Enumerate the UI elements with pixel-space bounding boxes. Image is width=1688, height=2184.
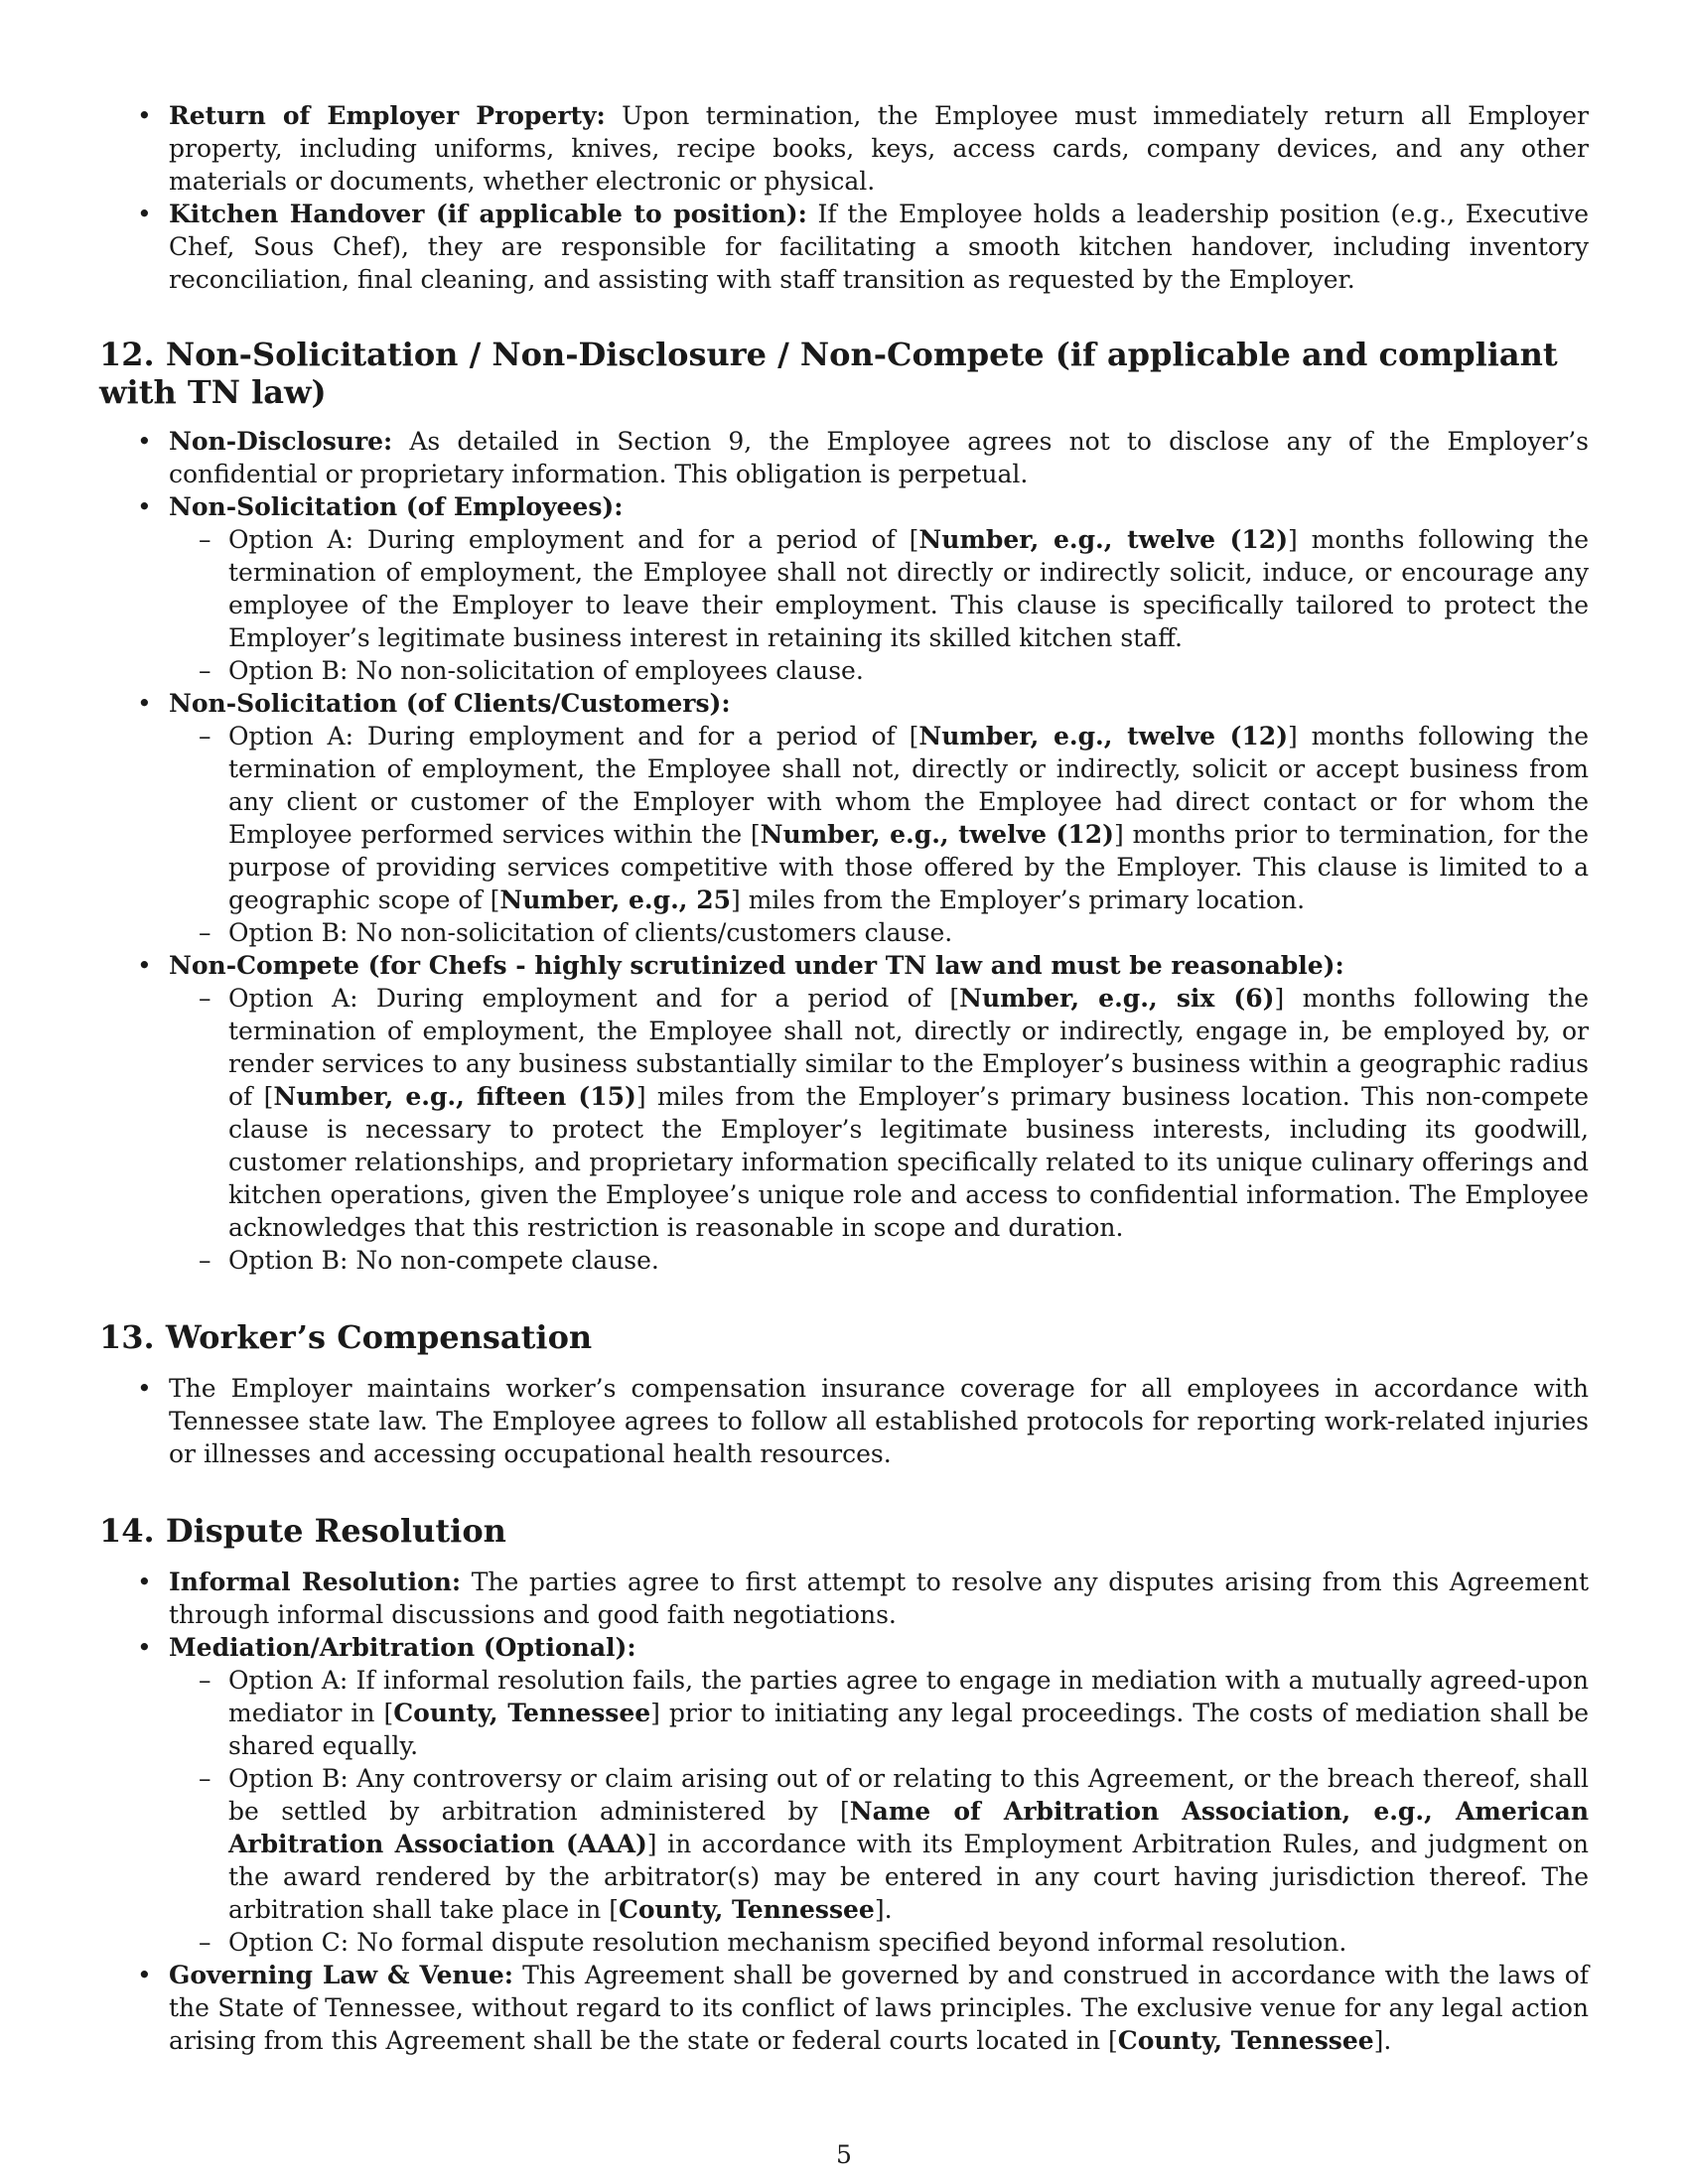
item-label: Mediation/Arbitration (Optional):	[169, 1633, 636, 1662]
item-label: Return of Employer Property:	[169, 101, 606, 130]
list-item: • Kitchen Handover (if applicable to position): If the Employee holds a leadership position (e.g., Executive Chef, Sous Chef), they are responsible for facilitating a smooth kitchen handover, including inventory reconciliation, final cleaning, and assisting with staff transition as requested by the Employer.	[99, 198, 1589, 296]
page-number: 5	[836, 2140, 852, 2169]
document-page	[99, 99, 1589, 2057]
options-list	[169, 523, 1589, 687]
section-13-heading: 13. Worker’s Compensation	[99, 1318, 593, 1356]
list-item	[99, 687, 1589, 949]
list-item: • The Employer maintains worker’s compensation insurance coverage for all employees in accordance with Tennessee state law. The Employee agrees to follow all established protocols for reporting work-related injuries or illnesses and accessing occupational health resources.	[99, 1372, 1589, 1470]
option-item: – Option B: No non-solicitation of employees clause.	[169, 654, 1589, 687]
list-item	[99, 949, 1589, 1277]
section-12-heading: 12. Non-Solicitation / Non-Disclosure / Non-Compete (if applicable and compliant with TN law)	[99, 336, 1558, 411]
options-list	[169, 720, 1589, 949]
item-label: Informal Resolution:	[169, 1568, 462, 1596]
option-item: – Option B: Any controversy or claim arising out of or relating to this Agreement, or the breach thereof, shall be settled by arbitration administered by [Name of Arbitration Association, e.g., American Arbitration Association (AAA)] in accordance with its Employment Arbitration Rules, and judgment on the award rendered by the arbitrator(s) may be entered in any court having jurisdiction thereof. The arbitration shall take place in [County, Tennessee].	[169, 1762, 1589, 1926]
section-14-list	[99, 1566, 1589, 2057]
list-item	[99, 490, 1589, 687]
item-label: Non-Solicitation (of Employees):	[169, 492, 624, 521]
list-item: • Return of Employer Property: Upon termination, the Employee must immediately return all Employer property, including uniforms, knives, recipe books, keys, access cards, company devices, and any other materials or documents, whether electronic or physical.	[99, 99, 1589, 198]
options-list	[169, 982, 1589, 1277]
options-list	[169, 1664, 1589, 1959]
option-item: – Option A: During employment and for a period of [Number, e.g., twelve (12)] months following the termination of employment, the Employee shall not directly or indirectly solicit, induce, or encourage any employee of the Employer to leave their employment. This clause is specifically tailored to protect the Employer’s legitimate business interest in retaining its skilled kitchen staff.	[169, 523, 1589, 654]
item-label: Governing Law & Venue:	[169, 1961, 514, 1989]
item-label: Non-Disclosure:	[169, 427, 393, 456]
option-item: – Option A: If informal resolution fails, the parties agree to engage in mediation with a mutually agreed-upon mediator in [County, Tennessee] prior to initiating any legal proceedings. The costs of mediation shall be shared equally.	[169, 1664, 1589, 1762]
section-12-list	[99, 425, 1589, 1277]
option-item: – Option B: No non-compete clause.	[169, 1244, 1589, 1277]
list-item: • Governing Law & Venue: This Agreement shall be governed by and construed in accordance with the laws of the State of Tennessee, without regard to its conflict of laws principles. The exclusive venue for any legal action arising from this Agreement shall be the state or federal courts located in [County, Tennessee].	[99, 1959, 1589, 2057]
option-item: – Option A: During employment and for a period of [Number, e.g., six (6)] months following the termination of employment, the Employee shall not, directly or indirectly, engage in, be employed by, or render services to any business substantially similar to the Employer’s business within a geographic radius of [Number, e.g., fifteen (15)] miles from the Employer’s primary business location. This non-compete clause is necessary to protect the Employer’s legitimate business interests, including its goodwill, customer relationships, and proprietary information specifically related to its unique culinary offerings and kitchen operations, given the Employee’s unique role and access to confidential information. The Employee acknowledges that this restriction is reasonable in scope and duration.	[169, 982, 1589, 1244]
termination-list	[99, 99, 1589, 296]
option-item: – Option B: No non-solicitation of clients/customers clause.	[169, 916, 1589, 949]
item-label: Non-Compete (for Chefs - highly scrutinized under TN law and must be reasonable):	[169, 951, 1344, 980]
section-13-list	[99, 1372, 1589, 1470]
list-item: • Non-Disclosure: As detailed in Section 9, the Employee agrees not to disclose any of the Employer’s confidential or proprietary information. This obligation is perpetual.	[99, 425, 1589, 490]
list-item	[99, 1631, 1589, 1959]
option-item: – Option A: During employment and for a period of [Number, e.g., twelve (12)] months following the termination of employment, the Employee shall not, directly or indirectly, solicit or accept business from any client or customer of the Employer with whom the Employee had direct contact or for whom the Employee performed services within the [Number, e.g., twelve (12)] months prior to termination, for the purpose of providing services competitive with those offered by the Employer. This clause is limited to a geographic scope of [Number, e.g., 25] miles from the Employer’s primary location.	[169, 720, 1589, 916]
option-item: – Option C: No formal dispute resolution mechanism specified beyond informal resolution.	[169, 1926, 1589, 1959]
list-item: • Informal Resolution: The parties agree to first attempt to resolve any disputes arising from this Agreement through informal discussions and good faith negotiations.	[99, 1566, 1589, 1631]
item-label: Non-Solicitation (of Clients/Customers):	[169, 689, 731, 718]
item-label: Kitchen Handover (if applicable to position):	[169, 200, 807, 228]
section-14-heading: 14. Dispute Resolution	[99, 1512, 506, 1550]
